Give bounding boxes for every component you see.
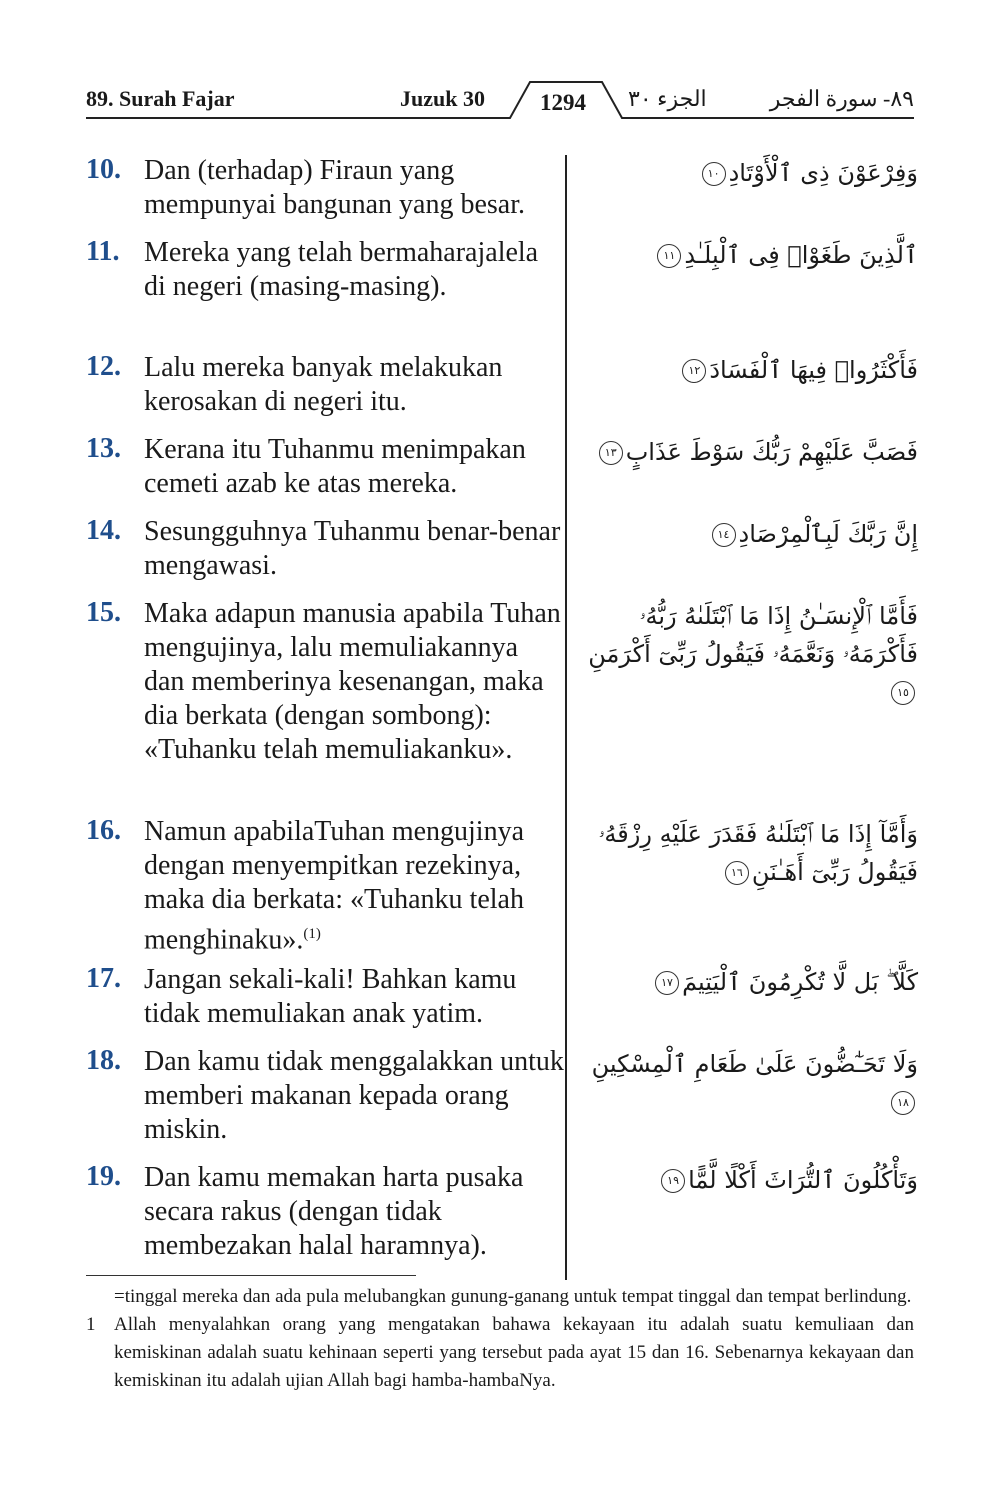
verse-arabic: [578, 433, 918, 471]
verse-number: 11.: [86, 236, 120, 267]
verse-translation: Dan kamu memakan harta pusaka secara rakus (dengan tidak membezakan halal haramnya).: [144, 1162, 524, 1261]
verse-arabic: [578, 815, 918, 891]
arabic-text: وَأَمَّآ إِذَا مَا ٱبْتَلَىٰهُ فَقَدَرَ عَلَيْهِ رِزْقَهُۥ فَيَقُولُ رَبِّىٓ أَهَـٰنَنِ: [598, 820, 918, 886]
verse-number: 14.: [86, 515, 121, 546]
verse-arabic: [578, 597, 918, 711]
surah-title-latin: 89. Surah Fajar: [86, 86, 235, 111]
verse-number: 13.: [86, 433, 121, 464]
verse-translation: Sesungguhnya Tuhanmu benar-benar mengawasi.: [144, 516, 561, 581]
verse-arabic: [578, 236, 918, 274]
verse-translation: Dan (terhadap) Firaun yang mempunyai bangunan yang besar.: [144, 155, 526, 220]
surah-title-arabic: ٨٩- سورة الفجر: [769, 86, 914, 111]
ayah-number-marker: ١٠: [702, 162, 726, 186]
verse-number: 15.: [86, 597, 121, 628]
arabic-text: وَتَأْكُلُونَ ٱلتُّرَاثَ أَكْلًا لَّمًّا: [688, 1166, 918, 1194]
juzuk-label-latin: Juzuk 30: [400, 86, 485, 111]
verse-translation-text: Namun apabilaTuhan mengujinya dengan menyempitkan rezekinya, maka dia berkata: «Tuhanku telah menghinaku».: [144, 816, 525, 956]
arabic-text: ٱلَّذِينَ طَغَوْا۟ فِى ٱلْبِلَـٰدِ: [684, 241, 918, 269]
arabic-text: إِنَّ رَبَّكَ لَبِٱلْمِرْصَادِ: [738, 520, 918, 548]
verse-number: 18.: [86, 1045, 121, 1076]
footnote-item: [86, 1311, 914, 1395]
ayah-number-marker: ١٢: [682, 359, 706, 383]
footnote-number: 1: [86, 1314, 96, 1335]
arabic-text: فَصَبَّ عَلَيْهِمْ رَبُّكَ سَوْطَ عَذَابٍ: [625, 438, 918, 466]
verse-arabic: [578, 154, 918, 192]
verse-arabic: [578, 1161, 918, 1199]
footnote-reference: (1): [303, 926, 321, 942]
verse-number: 17.: [86, 963, 121, 994]
verse-number: 10.: [86, 154, 121, 185]
verse-translation: Lalu mereka banyak melakukan kerosakan di negeri itu.: [144, 352, 503, 417]
ayah-number-marker: ١٤: [712, 523, 736, 547]
footnotes: [86, 1283, 914, 1395]
verse-number: 12.: [86, 351, 121, 382]
verse-arabic: [578, 515, 918, 553]
page-number: 1294: [540, 90, 586, 115]
juzuk-label-arabic: الجزء ٣٠: [628, 86, 707, 111]
ayah-number-marker: ١١: [657, 244, 681, 268]
verse-number: 16.: [86, 815, 121, 846]
ayah-number-marker: ١٥: [891, 681, 915, 705]
ayah-number-marker: ١٣: [599, 441, 623, 465]
arabic-text: فَأَمَّا ٱلْإِنسَـٰنُ إِذَا مَا ٱبْتَلَىٰهُ رَبُّهُۥ فَأَكْرَمَهُۥ وَنَعَّمَهُۥ فَيَقُولُ رَبِّىٓ أَكْرَمَنِ: [588, 602, 918, 668]
ayah-number-marker: ١٧: [655, 971, 679, 995]
ayah-number-marker: ١٨: [891, 1091, 915, 1115]
verse-arabic: [578, 1045, 918, 1121]
footnote-rule: [86, 1275, 416, 1276]
arabic-text: كَلَّا ۖ بَل لَّا تُكْرِمُونَ ٱلْيَتِيمَ: [682, 968, 918, 996]
verse-number: 19.: [86, 1161, 121, 1192]
arabic-text: فَأَكْثَرُوا۟ فِيهَا ٱلْفَسَادَ: [709, 356, 918, 384]
arabic-text: وَفِرْعَوْنَ ذِى ٱلْأَوْتَادِ: [728, 159, 918, 187]
verse-arabic: [578, 963, 918, 1001]
verse-translation: [144, 815, 564, 957]
verse-translation: Dan kamu tidak menggalakkan untuk memberi makanan kepada orang miskin.: [144, 1046, 564, 1145]
footnote-text: Allah menyalahkan orang yang mengatakan bahawa kekayaan itu adalah suatu kemuliaan dan kemiskinan adalah suatu kehinaan seperti yang tersebut pada ayat 15 dan 16. Sebenarnya kekayaan dan kemiskinan itu adalah ujian Allah bagi hamba-hambaNya.: [114, 1314, 914, 1391]
verse-translation: Maka adapun manusia apabila Tuhan mengujinya, lalu memuliakannya dan memberinya kesenangan, maka dia berkata (dengan sombong): «Tuhanku telah memuliakanku».: [144, 598, 561, 765]
footnote-continuation: =tinggal mereka dan ada pula melubangkan gunung-ganang untuk tempat tinggal dan tempat berlindung.: [114, 1286, 912, 1307]
verse-translation: Jangan sekali-kali! Bahkan kamu tidak memuliakan anak yatim.: [144, 964, 517, 1029]
verse-translation: Mereka yang telah bermaharajalela di negeri (masing-masing).: [144, 237, 539, 302]
arabic-text: وَلَا تَحَـٰٓضُّونَ عَلَىٰ طَعَامِ ٱلْمِسْكِينِ: [591, 1050, 918, 1078]
ayah-number-marker: ١٩: [661, 1169, 685, 1193]
verse-translation: Kerana itu Tuhanmu menimpakan cemeti azab ke atas mereka.: [144, 434, 526, 499]
verse-arabic: [578, 351, 918, 389]
ayah-number-marker: ١٦: [725, 861, 749, 885]
